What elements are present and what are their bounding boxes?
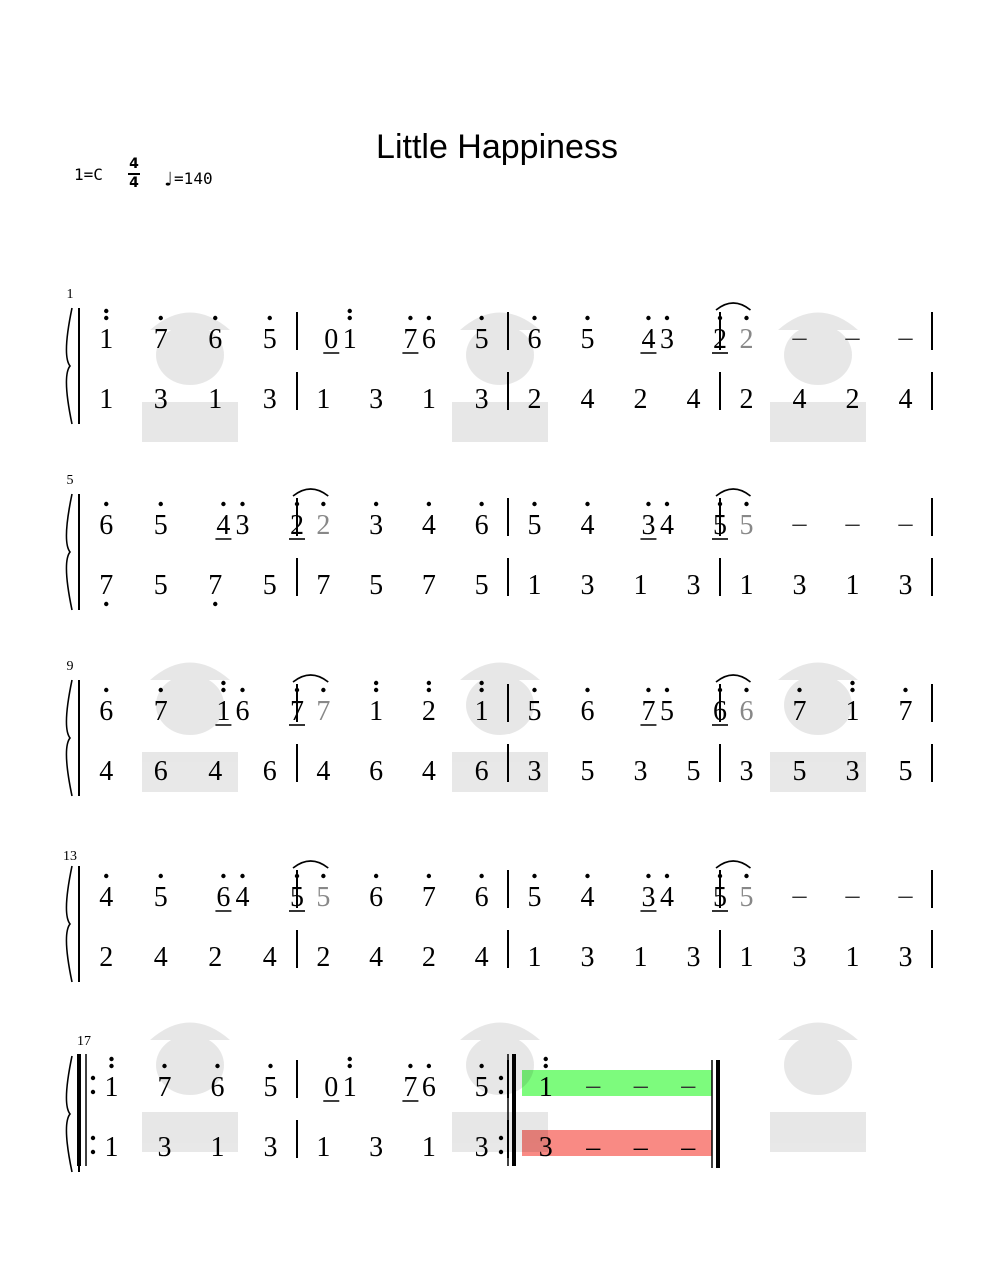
bass-note: 5: [474, 570, 489, 601]
repeat-dot: [499, 1090, 503, 1094]
octave-dot: [718, 874, 722, 878]
treble-note: 1: [342, 324, 357, 355]
treble-dash: –: [586, 1070, 601, 1101]
octave-dot: [374, 874, 378, 878]
octave-dot: [321, 502, 325, 506]
octave-dot: [665, 502, 669, 506]
octave-dot: [532, 502, 536, 506]
octave-dot: [321, 874, 325, 878]
measure-number: 17: [77, 1034, 91, 1049]
octave-dot: [295, 502, 299, 506]
octave-dot: [797, 688, 801, 692]
treble-note: 5: [527, 696, 542, 727]
octave-dot: [744, 688, 748, 692]
bass-dash: –: [633, 1132, 648, 1163]
bass-note: 4: [421, 756, 436, 787]
page-title: Little Happiness: [376, 128, 618, 166]
bass-note: 1: [421, 1132, 436, 1163]
bass-note: 3: [538, 1132, 553, 1163]
tie-arc: [716, 861, 751, 868]
treble-note: 0: [324, 324, 339, 355]
bass-note: 4: [262, 942, 277, 973]
low-octave-dot: [104, 602, 108, 606]
bass-note: 5: [686, 756, 701, 787]
measure-number: 5: [66, 473, 74, 488]
bass-note: 1: [527, 942, 542, 973]
time-signature-top: 4: [129, 156, 139, 172]
bass-note: 3: [739, 756, 754, 787]
octave-dot: [321, 688, 325, 692]
brace: [66, 1056, 72, 1172]
tie-arc: [293, 861, 328, 868]
treble-dash: –: [633, 1070, 648, 1101]
treble-note: 4: [99, 882, 114, 913]
brace: [66, 866, 72, 982]
treble-note: 7: [421, 882, 436, 913]
treble-note: 5: [153, 510, 168, 541]
treble-note: 6: [580, 696, 595, 727]
octave-dot: [585, 688, 589, 692]
octave-dot: [544, 1064, 548, 1068]
tie-arc: [716, 303, 751, 310]
octave-dot: [585, 502, 589, 506]
bass-note: 1: [421, 384, 436, 415]
octave-dot: [427, 874, 431, 878]
bass-note: 3: [474, 1132, 489, 1163]
octave-dot: [221, 874, 225, 878]
bass-note: 3: [580, 942, 595, 973]
treble-note: 6: [216, 882, 231, 913]
octave-dot: [221, 502, 225, 506]
octave-dot: [408, 316, 412, 320]
bass-note: 7: [99, 570, 114, 601]
treble-note: 4: [421, 510, 436, 541]
octave-dot: [159, 502, 163, 506]
bass-note: 2: [527, 384, 542, 415]
treble-note: 1: [538, 1072, 553, 1103]
bass-note: 2: [99, 942, 114, 973]
octave-dot: [479, 688, 483, 692]
bass-note: 5: [580, 756, 595, 787]
bass-note: 1: [845, 942, 860, 973]
bass-note: 1: [739, 942, 754, 973]
octave-dot: [718, 316, 722, 320]
bass-note: 1: [633, 570, 648, 601]
bass-note: 6: [369, 756, 384, 787]
bass-note: 4: [686, 384, 701, 415]
treble-note: 1: [474, 696, 489, 727]
octave-dot: [479, 1064, 483, 1068]
bass-dash: –: [586, 1132, 601, 1163]
treble-note: 7: [290, 696, 304, 727]
bass-note: 3: [474, 384, 489, 415]
octave-dot: [104, 316, 108, 320]
octave-dot: [109, 1057, 113, 1061]
measure-number: 13: [63, 849, 77, 864]
octave-dot: [427, 688, 431, 692]
bass-note: 3: [686, 942, 701, 973]
treble-note: 0: [324, 1072, 339, 1103]
treble-note: 5: [527, 882, 542, 913]
treble-note: 3: [660, 324, 674, 355]
octave-dot: [479, 874, 483, 878]
treble-note: 3: [369, 510, 384, 541]
bass-note: 3: [580, 570, 595, 601]
treble-note: 1: [369, 696, 384, 727]
treble-tied-note: 2: [739, 324, 754, 355]
treble-note: 6: [421, 1072, 436, 1103]
treble-dash: –: [845, 508, 860, 539]
treble-note: 6: [474, 882, 489, 913]
treble-note: 7: [153, 696, 168, 727]
treble-note: 1: [342, 1072, 357, 1103]
treble-note: 6: [527, 324, 542, 355]
bass-note: 6: [262, 756, 277, 787]
octave-dot: [850, 681, 854, 685]
key-signature: 1=C: [74, 165, 103, 184]
bass-note: 1: [208, 384, 223, 415]
treble-note: 3: [641, 510, 656, 541]
bass-note: 2: [421, 942, 436, 973]
bass-note: 4: [153, 942, 168, 973]
bass-note: 5: [262, 570, 277, 601]
treble-note: 3: [641, 882, 656, 913]
octave-dot: [408, 1064, 412, 1068]
treble-note: 4: [641, 324, 656, 355]
treble-note: 5: [474, 324, 489, 355]
repeat-dot: [499, 1076, 503, 1080]
octave-dot: [374, 681, 378, 685]
octave-dot: [104, 874, 108, 878]
octave-dot: [532, 316, 536, 320]
treble-note: 7: [641, 696, 656, 727]
bass-note: 3: [263, 1132, 278, 1163]
octave-dot: [215, 1064, 219, 1068]
octave-dot: [479, 316, 483, 320]
treble-note: 5: [660, 696, 674, 727]
treble-note: 5: [153, 882, 168, 913]
octave-dot: [646, 688, 650, 692]
watermark-acorn: [770, 1023, 866, 1153]
treble-note: 7: [403, 1072, 418, 1103]
octave-dot: [159, 688, 163, 692]
octave-dot: [221, 681, 225, 685]
bass-note: 3: [633, 756, 648, 787]
bass-note: 1: [527, 570, 542, 601]
repeat-dot: [499, 1150, 503, 1154]
bass-note: 3: [157, 1132, 172, 1163]
bass-note: 4: [792, 384, 807, 415]
treble-note: 4: [580, 510, 595, 541]
bass-note: 2: [208, 942, 223, 973]
brace: [66, 494, 72, 610]
octave-dot: [718, 688, 722, 692]
octave-dot: [646, 316, 650, 320]
octave-dot: [268, 1064, 272, 1068]
octave-dot: [374, 502, 378, 506]
low-octave-dot: [213, 602, 217, 606]
repeat-dot: [499, 1136, 503, 1140]
time-signature-bottom: 4: [129, 175, 139, 191]
octave-dot: [348, 309, 352, 313]
octave-dot: [221, 688, 225, 692]
watermark-body: [784, 1035, 852, 1095]
bass-note: 4: [580, 384, 595, 415]
bass-note: 5: [792, 756, 807, 787]
treble-note: 1: [104, 1072, 119, 1103]
bass-note: 3: [792, 942, 807, 973]
octave-dot: [718, 502, 722, 506]
treble-dash: –: [792, 508, 807, 539]
bass-note: 5: [898, 756, 913, 787]
bass-note: 3: [527, 756, 542, 787]
treble-dash: –: [681, 1070, 696, 1101]
tempo-value: =140: [174, 169, 213, 188]
treble-note: 5: [580, 324, 595, 355]
treble-note: 6: [421, 324, 436, 355]
octave-dot: [479, 681, 483, 685]
treble-note: 6: [713, 696, 727, 727]
treble-note: 5: [290, 882, 304, 913]
octave-dot: [104, 309, 108, 313]
octave-dot: [159, 316, 163, 320]
treble-note: 7: [157, 1072, 172, 1103]
octave-dot: [646, 874, 650, 878]
watermark-label: [770, 1112, 866, 1152]
octave-dot: [665, 874, 669, 878]
octave-dot: [268, 316, 272, 320]
quarter-note-icon: ♩: [162, 167, 175, 191]
bass-note: 2: [633, 384, 648, 415]
brace: [66, 680, 72, 796]
treble-note: 3: [235, 510, 250, 541]
treble-note: 6: [210, 1072, 225, 1103]
treble-dash: –: [792, 322, 807, 353]
treble-note: 7: [153, 324, 168, 355]
treble-note: 2: [421, 696, 436, 727]
treble-tied-note: 6: [739, 696, 754, 727]
treble-note: 2: [290, 510, 304, 541]
bass-note: 4: [316, 756, 331, 787]
repeat-dot: [91, 1150, 95, 1154]
treble-note: 6: [99, 510, 114, 541]
treble-note: 4: [660, 882, 674, 913]
bass-note: 3: [845, 756, 860, 787]
octave-dot: [427, 502, 431, 506]
treble-note: 7: [403, 324, 418, 355]
bass-note: 1: [316, 384, 331, 415]
bass-note: 3: [262, 384, 277, 415]
bass-note: 3: [153, 384, 168, 415]
treble-note: 1: [845, 696, 860, 727]
bass-note: 3: [898, 570, 913, 601]
octave-dot: [295, 874, 299, 878]
treble-tied-note: 7: [316, 696, 331, 727]
measure-number: 9: [66, 659, 74, 674]
bass-note: 1: [104, 1132, 119, 1163]
bass-note: 7: [208, 570, 223, 601]
treble-note: 5: [713, 510, 727, 541]
bass-note: 7: [316, 570, 331, 601]
treble-note: 5: [263, 1072, 278, 1103]
octave-dot: [532, 874, 536, 878]
bass-note: 5: [153, 570, 168, 601]
watermark-label: [452, 1112, 548, 1152]
treble-note: 7: [898, 696, 913, 727]
bass-note: 2: [739, 384, 754, 415]
octave-dot: [585, 874, 589, 878]
treble-note: 5: [713, 882, 727, 913]
octave-dot: [159, 874, 163, 878]
bass-note: 3: [369, 384, 384, 415]
octave-dot: [665, 688, 669, 692]
octave-dot: [213, 316, 217, 320]
tie-arc: [716, 489, 751, 496]
treble-dash: –: [845, 880, 860, 911]
treble-note: 6: [369, 882, 384, 913]
octave-dot: [585, 316, 589, 320]
bass-note: 4: [898, 384, 913, 415]
tie-arc: [716, 675, 751, 682]
octave-dot: [479, 502, 483, 506]
treble-tied-note: 5: [316, 882, 331, 913]
bass-note: 4: [99, 756, 114, 787]
octave-dot: [240, 688, 244, 692]
octave-dot: [109, 1064, 113, 1068]
bass-note: 3: [369, 1132, 384, 1163]
bass-note: 1: [845, 570, 860, 601]
treble-tied-note: 2: [316, 510, 331, 541]
treble-note: 6: [235, 696, 250, 727]
octave-dot: [427, 316, 431, 320]
treble-note: 6: [99, 696, 114, 727]
treble-note: 4: [216, 510, 231, 541]
bass-note: 1: [99, 384, 114, 415]
treble-note: 5: [262, 324, 277, 355]
treble-note: 5: [527, 510, 542, 541]
octave-dot: [544, 1057, 548, 1061]
bass-note: 2: [316, 942, 331, 973]
repeat-dot: [91, 1136, 95, 1140]
treble-note: 5: [474, 1072, 489, 1103]
bass-note: 4: [208, 756, 223, 787]
octave-dot: [162, 1064, 166, 1068]
octave-dot: [104, 502, 108, 506]
repeat-dot: [91, 1090, 95, 1094]
octave-dot: [348, 316, 352, 320]
treble-note: 7: [792, 696, 807, 727]
bass-note: 4: [369, 942, 384, 973]
treble-note: 6: [208, 324, 223, 355]
tie-arc: [293, 489, 328, 496]
treble-tied-note: 5: [739, 882, 754, 913]
octave-dot: [374, 688, 378, 692]
bass-dash: –: [681, 1132, 696, 1163]
repeat-dot: [91, 1076, 95, 1080]
bass-note: 1: [316, 1132, 331, 1163]
bass-note: 6: [474, 756, 489, 787]
octave-dot: [744, 316, 748, 320]
octave-dot: [646, 502, 650, 506]
octave-dot: [240, 502, 244, 506]
octave-dot: [532, 688, 536, 692]
octave-dot: [348, 1057, 352, 1061]
bass-note: 3: [792, 570, 807, 601]
octave-dot: [104, 688, 108, 692]
brace: [66, 308, 72, 424]
octave-dot: [903, 688, 907, 692]
treble-dash: –: [898, 508, 913, 539]
treble-dash: –: [845, 322, 860, 353]
octave-dot: [665, 316, 669, 320]
treble-dash: –: [898, 322, 913, 353]
bass-note: 3: [686, 570, 701, 601]
bass-note: 6: [153, 756, 168, 787]
treble-note: 4: [235, 882, 250, 913]
octave-dot: [427, 1064, 431, 1068]
treble-note: 4: [580, 882, 595, 913]
bass-note: 1: [210, 1132, 225, 1163]
bass-note: 1: [739, 570, 754, 601]
treble-dash: –: [792, 880, 807, 911]
octave-dot: [744, 874, 748, 878]
octave-dot: [850, 688, 854, 692]
treble-note: 1: [216, 696, 231, 727]
octave-dot: [295, 688, 299, 692]
octave-dot: [240, 874, 244, 878]
octave-dot: [348, 1064, 352, 1068]
octave-dot: [427, 681, 431, 685]
treble-dash: –: [898, 880, 913, 911]
bass-note: 1: [633, 942, 648, 973]
tie-arc: [293, 675, 328, 682]
bass-note: 3: [898, 942, 913, 973]
bass-note: 7: [421, 570, 436, 601]
treble-tied-note: 5: [739, 510, 754, 541]
measure-number: 1: [66, 287, 74, 302]
bass-note: 2: [845, 384, 860, 415]
bass-note: 5: [369, 570, 384, 601]
treble-note: 4: [660, 510, 674, 541]
octave-dot: [744, 502, 748, 506]
treble-note: 1: [99, 324, 114, 355]
treble-note: 6: [474, 510, 489, 541]
treble-note: 2: [713, 324, 727, 355]
bass-note: 4: [474, 942, 489, 973]
